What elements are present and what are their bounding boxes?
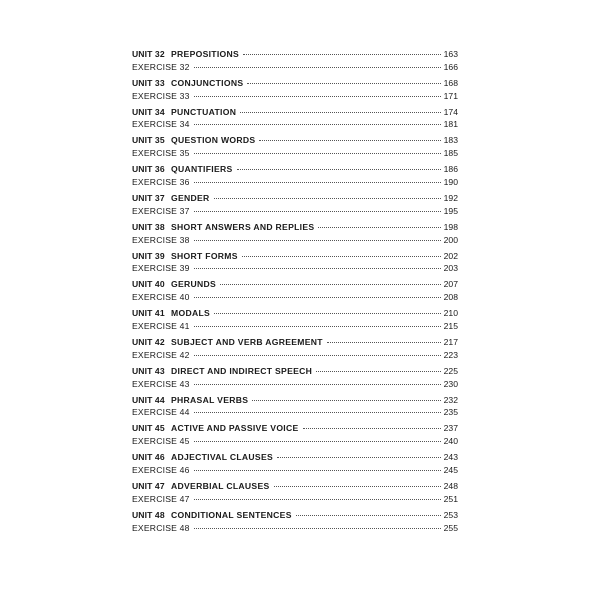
toc-exercise-row — [132, 378, 458, 391]
exercise-page-number: 185 — [443, 148, 458, 159]
toc-unit-entry — [132, 250, 458, 279]
dot-leader — [220, 284, 441, 285]
toc-unit-entry — [132, 48, 458, 77]
toc-exercise-row — [132, 464, 458, 477]
toc-unit-row — [132, 192, 458, 205]
unit-title: PREPOSITIONS — [171, 49, 240, 59]
unit-page-number: 237 — [443, 423, 458, 434]
exercise-page-number: 240 — [443, 436, 458, 447]
exercise-page-number: 171 — [443, 90, 458, 101]
unit-number: UNIT 41 — [132, 308, 165, 319]
toc-unit-entry — [132, 163, 458, 192]
exercise-page-number: 208 — [443, 292, 458, 303]
unit-number: UNIT 44 — [132, 394, 165, 405]
exercise-label: EXERCISE 36 — [132, 176, 190, 187]
dot-leader — [194, 441, 441, 442]
unit-title: ACTIVE AND PASSIVE VOICE — [171, 423, 299, 434]
unit-number: UNIT 39 — [132, 250, 165, 261]
dot-leader — [194, 384, 441, 385]
dot-leader — [194, 499, 441, 500]
toc-exercise-row — [132, 262, 458, 275]
dot-leader — [194, 153, 441, 154]
unit-title: GENDER — [171, 192, 210, 203]
unit-page-number: 168 — [443, 77, 458, 88]
exercise-label: EXERCISE 35 — [132, 148, 190, 159]
toc-unit-entry — [132, 422, 458, 451]
unit-page-number: 243 — [443, 452, 458, 463]
toc-exercise-row — [132, 147, 458, 160]
unit-page-number: 217 — [443, 336, 458, 347]
exercise-page-number: 223 — [443, 349, 458, 360]
toc-unit-row — [132, 336, 458, 349]
toc-unit-row — [132, 106, 458, 119]
toc-unit-row — [132, 278, 458, 291]
unit-number: UNIT 37 — [132, 192, 165, 203]
unit-page-number: 253 — [443, 509, 458, 520]
toc-unit-entry — [132, 77, 458, 106]
toc-unit-row — [132, 163, 458, 176]
toc-unit-entry — [132, 451, 458, 480]
exercise-page-number: 251 — [443, 493, 458, 504]
dot-leader — [194, 528, 441, 529]
exercise-label: EXERCISE 40 — [132, 292, 190, 303]
toc-unit-row — [132, 422, 458, 435]
dot-leader — [318, 227, 440, 228]
dot-leader — [277, 457, 441, 458]
exercise-label: EXERCISE 37 — [132, 205, 190, 216]
unit-page-number: 174 — [443, 106, 458, 117]
toc-unit-row — [132, 365, 458, 378]
toc-exercise-row — [132, 291, 458, 304]
dot-leader — [242, 256, 441, 257]
toc-unit-entry — [132, 134, 458, 163]
toc-exercise-row — [132, 522, 458, 535]
exercise-page-number: 245 — [443, 464, 458, 475]
unit-title: ADJECTIVAL CLAUSES — [171, 452, 274, 463]
toc-exercise-row — [132, 234, 458, 247]
unit-title: PHRASAL VERBS — [171, 394, 249, 405]
unit-page-number: 225 — [443, 365, 458, 376]
toc-exercise-row — [132, 90, 458, 103]
toc-exercise-row — [132, 61, 458, 74]
unit-number: UNIT 48 — [132, 509, 165, 520]
unit-number: UNIT 43 — [132, 365, 165, 376]
dot-leader — [303, 428, 441, 429]
toc-unit-row — [132, 509, 458, 522]
exercise-label: EXERCISE 46 — [132, 464, 190, 475]
toc-exercise-row — [132, 176, 458, 189]
dot-leader — [194, 182, 441, 183]
unit-number: UNIT 38 — [132, 221, 165, 232]
exercise-page-number: 200 — [443, 234, 458, 245]
exercise-page-number: 235 — [443, 407, 458, 418]
toc-exercise-row — [132, 493, 458, 506]
unit-title: CONJUNCTIONS — [171, 77, 244, 88]
toc-unit-row — [132, 307, 458, 320]
dot-leader — [194, 326, 441, 327]
dot-leader — [259, 140, 440, 141]
toc-unit-row — [132, 221, 458, 234]
toc-unit-entry — [132, 480, 458, 509]
unit-title: QUESTION WORDS — [171, 135, 256, 146]
unit-number: UNIT 46 — [132, 452, 165, 463]
unit-page-number: 207 — [443, 279, 458, 290]
toc-exercise-row — [132, 320, 458, 333]
toc-unit-entry — [132, 509, 458, 538]
toc-unit-row — [132, 394, 458, 407]
unit-title: ADVERBIAL CLAUSES — [171, 480, 270, 491]
dot-leader — [194, 124, 441, 125]
dot-leader — [194, 412, 441, 413]
unit-number: UNIT 36 — [132, 164, 165, 175]
unit-title: DIRECT AND INDIRECT SPEECH — [171, 365, 313, 376]
unit-page-number: 183 — [443, 135, 458, 146]
dot-leader — [274, 486, 441, 487]
toc-unit-row — [132, 250, 458, 263]
table-of-contents — [132, 48, 458, 538]
exercise-label: EXERCISE 32 — [132, 61, 190, 72]
exercise-label: EXERCISE 38 — [132, 234, 190, 245]
dot-leader — [194, 470, 441, 471]
dot-leader — [194, 96, 441, 97]
unit-number: UNIT 45 — [132, 423, 165, 434]
unit-page-number: 210 — [443, 308, 458, 319]
toc-unit-row — [132, 134, 458, 147]
dot-leader — [214, 198, 441, 199]
toc-unit-row — [132, 451, 458, 464]
toc-exercise-row — [132, 205, 458, 218]
exercise-page-number: 215 — [443, 320, 458, 331]
dot-leader — [194, 67, 441, 68]
unit-page-number: 248 — [443, 480, 458, 491]
exercise-label: EXERCISE 45 — [132, 436, 190, 447]
dot-leader — [327, 342, 441, 343]
unit-title: MODALS — [171, 308, 211, 319]
toc-unit-entry — [132, 336, 458, 365]
unit-title: SHORT FORMS — [171, 250, 238, 261]
dot-leader — [194, 297, 441, 298]
dot-leader — [194, 240, 441, 241]
unit-title: SHORT ANSWERS AND REPLIES — [171, 221, 315, 232]
exercise-page-number: 230 — [443, 378, 458, 389]
unit-page-number: 198 — [443, 221, 458, 232]
unit-number: UNIT 32 — [132, 49, 165, 59]
toc-unit-entry — [132, 394, 458, 423]
unit-number: UNIT 33 — [132, 77, 165, 88]
exercise-label: EXERCISE 34 — [132, 119, 190, 130]
toc-exercise-row — [132, 118, 458, 131]
unit-title: SUBJECT AND VERB AGREEMENT — [171, 336, 323, 347]
dot-leader — [237, 169, 441, 170]
toc-exercise-row — [132, 349, 458, 362]
toc-unit-entry — [132, 365, 458, 394]
exercise-label: EXERCISE 48 — [132, 522, 190, 533]
toc-exercise-row — [132, 406, 458, 419]
unit-title: CONDITIONAL SENTENCES — [171, 509, 292, 520]
exercise-label: EXERCISE 43 — [132, 378, 190, 389]
unit-number: UNIT 42 — [132, 336, 165, 347]
exercise-page-number: 181 — [443, 119, 458, 130]
exercise-page-number: 255 — [443, 522, 458, 533]
dot-leader — [252, 400, 440, 401]
exercise-label: EXERCISE 42 — [132, 349, 190, 360]
unit-page-number: 202 — [443, 250, 458, 261]
unit-title: GERUNDS — [171, 279, 217, 290]
exercise-label: EXERCISE 44 — [132, 407, 190, 418]
toc-unit-entry — [132, 307, 458, 336]
exercise-page-number: 195 — [443, 205, 458, 216]
unit-number: UNIT 40 — [132, 279, 165, 290]
exercise-label: EXERCISE 39 — [132, 263, 190, 274]
dot-leader — [194, 355, 441, 356]
unit-page-number: 186 — [443, 164, 458, 175]
toc-unit-entry — [132, 192, 458, 221]
dot-leader — [296, 515, 441, 516]
dot-leader — [214, 313, 441, 314]
unit-page-number: 163 — [443, 49, 458, 59]
dot-leader — [240, 112, 440, 113]
toc-exercise-row — [132, 435, 458, 448]
exercise-page-number: 190 — [443, 176, 458, 187]
exercise-label: EXERCISE 41 — [132, 320, 190, 331]
dot-leader — [247, 83, 440, 84]
dot-leader — [194, 211, 441, 212]
exercise-page-number: 166 — [443, 61, 458, 72]
unit-title: PUNCTUATION — [171, 106, 237, 117]
unit-number: UNIT 47 — [132, 480, 165, 491]
exercise-label: EXERCISE 47 — [132, 493, 190, 504]
dot-leader — [243, 54, 441, 55]
unit-title: QUANTIFIERS — [171, 164, 233, 175]
toc-unit-entry — [132, 221, 458, 250]
unit-number: UNIT 34 — [132, 106, 165, 117]
toc-unit-entry — [132, 278, 458, 307]
unit-page-number: 232 — [443, 394, 458, 405]
toc-unit-row — [132, 77, 458, 90]
toc-unit-entry — [132, 106, 458, 135]
toc-unit-row — [132, 480, 458, 493]
exercise-label: EXERCISE 33 — [132, 90, 190, 101]
dot-leader — [316, 371, 440, 372]
unit-page-number: 192 — [443, 192, 458, 203]
unit-number: UNIT 35 — [132, 135, 165, 146]
exercise-page-number: 203 — [443, 263, 458, 274]
toc-unit-row — [132, 48, 458, 61]
dot-leader — [194, 268, 441, 269]
